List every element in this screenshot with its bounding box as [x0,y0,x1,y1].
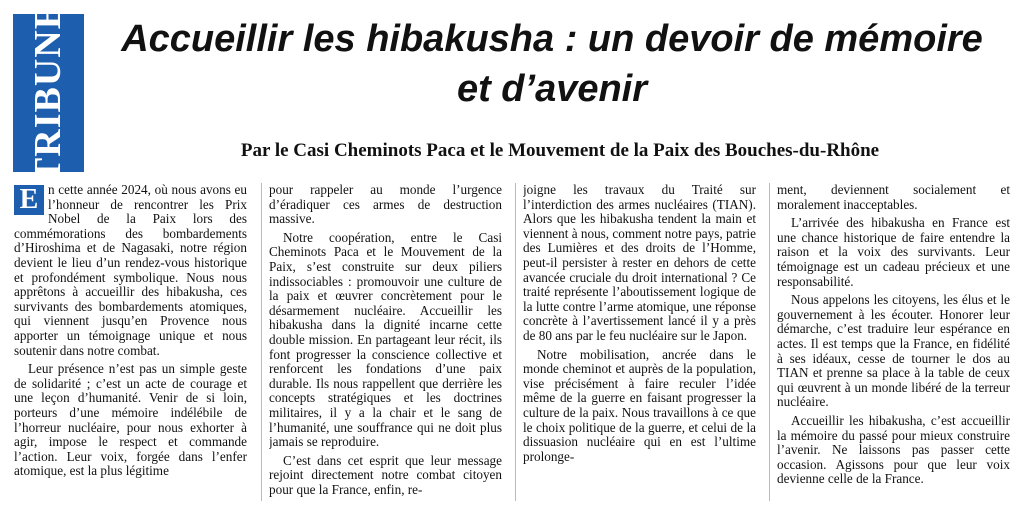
article-paragraph [14,183,247,358]
article-column-1 [14,183,247,505]
article-paragraph: Notre coopération, entre le Casi Cheminots Paca et le Mouvement de la Paix, s’est construite sur deux piliers indissociables : promouvoir une culture de la paix et œuvrer concrètement pour le désarmement nucléaire. Accueillir les hibakusha dans la dignité incarne cette double mission. En partageant leur récit, ils font progresser la conscience collective et renforcent les fondations d’une paix durable. Ils nous rappellent que derrière les concepts stratégiques et les doctrines militaires, il y a la chair et le sang de l’humanité, une souffrance qui ne doit plus jamais se reproduire. [269,229,502,450]
rubric-band [13,2,84,184]
headline [88,14,1016,114]
article-paragraph: Leur présence n’est pas un simple geste de solidarité ; c’est un acte de courage et une leçon d’humanité. Venir de si loin, porteurs d’une mémoire indélébile de l’horreur nucléaire, pour nous exhorter à agir, impose le respect et commande l’action. Leur voix, forgée dans l’enfer atomique, est la plus légitime [14,361,247,479]
article-paragraph: C’est dans cet esprit que leur message rejoint directement notre combat citoyen pour que la France, enfin, re- [269,452,502,497]
article-column-4 [777,183,1010,505]
article-paragraph: Notre mobilisation, ancrée dans le monde cheminot et auprès de la population, vise précisément à faire reculer l’idée même de la guerre en faisant progresser la culture de la paix. Nous travaillons à ce que le choix politique de la guerre, et celui de la dissuasion nucléaire qui en est l’ultime prolonge- [523,346,756,464]
rubric-label: TRIBUNE [27,2,70,184]
article-column-3 [523,183,756,505]
headline-line-1: Accueillir les hibakusha : un devoir de mémoire [121,18,983,60]
byline: Par le Casi Cheminots Paca et le Mouvement de la Paix des Bouches-du-Rhône [240,140,880,161]
article-paragraph: ment, deviennent socialement et moralement inacceptables. [777,183,1010,212]
article-paragraph: Accueillir les hibakusha, c’est accueillir la mémoire du passé pour mieux construire l’avenir. Ne laissons pas passer cette occasion. Agissons pour que leur voix devienne celle de la France. [777,412,1010,487]
paragraph-text: n cette année 2024, où nous avons eu l’honneur de rencontrer les Prix Nobel de la Paix lors des commémorations des bombardements d’Hiroshima et de Nagasaki, notre région devient le lieu d’un rendez-vous historique et profondément symbolique. Nous nous apprêtons à accueillir des hibakusha, ces survivants des bombardements atomiques, qui viennent jusqu’en Provence nous apporter un témoignage unique et nous soutenir dans notre combat. [14,183,247,358]
article-paragraph: pour rappeler au monde l’urgence d’éradiquer ces armes de destruction massive. [269,183,502,227]
article-paragraph: Nous appelons les citoyens, les élus et le gouvernement à les écouter. Honorer leur démarche, c’est traduire leur espérance en actes. Il est temps que la France, en fidélité à ses idéaux, cesse de tourner le dos au TIAN et prenne sa place à la table de ceux qui œuvrent à un monde libéré de la terreur nucléaire. [777,292,1010,410]
drop-cap: E [14,185,44,215]
article-column-2 [269,183,502,505]
headline-line-2: et d’avenir [456,68,648,110]
article-paragraph: L’arrivée des hibakusha en France est une chance historique de faire entendre la raison et la voix des survivants. Leur témoignage est un cadeau précieux et une responsabilité. [777,215,1010,289]
article-body [14,183,1018,505]
article-paragraph: joigne les travaux du Traité sur l’interdiction des armes nucléaires (TIAN). Alors que les hibakusha tendent la main et viennent à nous, comment notre pays, patrie des Lumières et des droits de l’Homme, peut-il persister à rester en dehors de cette avancée cruciale du droit international ? Ce traité représente l’aboutissement logique de la lutte contre l’arme atomique, une réponse concrète à l’avertissement lancé il y a près de 80 ans par le feu nucléaire sur le Japon. [523,183,756,343]
